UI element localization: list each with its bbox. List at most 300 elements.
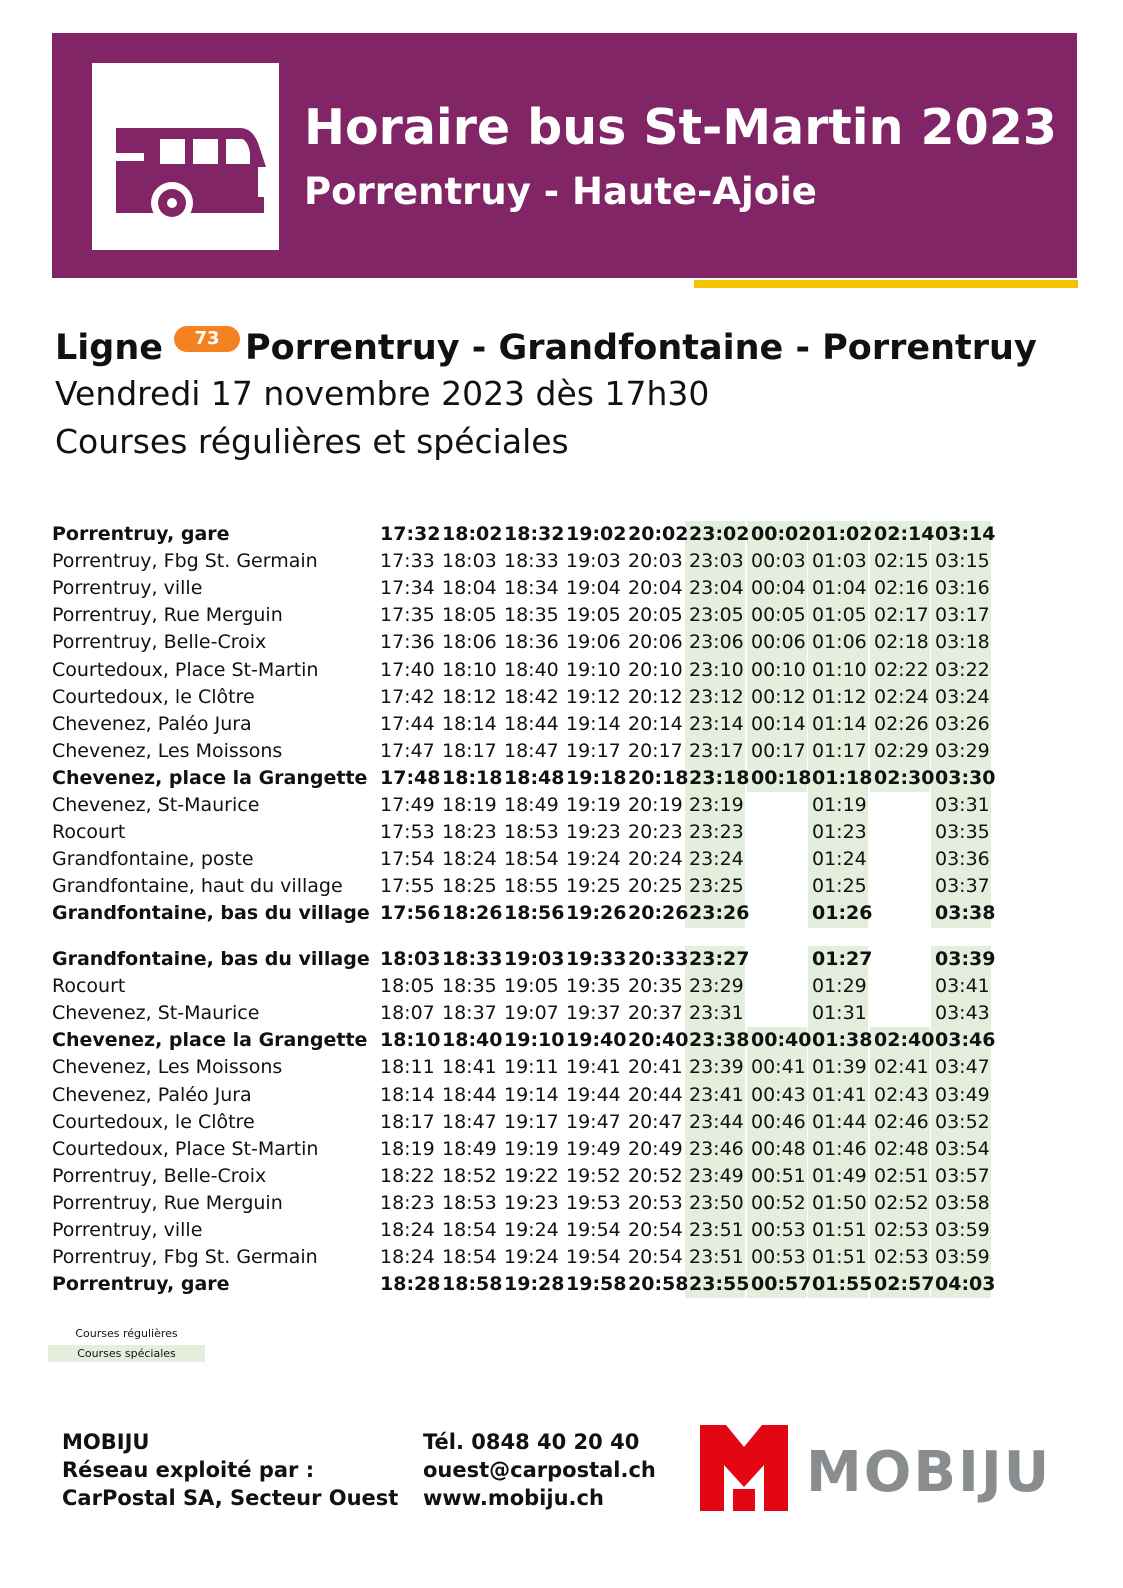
- departure-time: 20:54: [628, 1246, 683, 1269]
- departure-time: 18:23: [380, 1191, 435, 1214]
- departure-time: 18:14: [380, 1083, 435, 1106]
- departure-time: 23:31: [689, 1002, 744, 1025]
- departure-time: 01:51: [812, 1246, 867, 1269]
- stop-name: Porrentruy, Rue Merguin: [52, 1191, 283, 1214]
- departure-time: 03:57: [935, 1164, 990, 1187]
- departure-time: 18:28: [380, 1273, 441, 1296]
- departure-time: 18:05: [442, 604, 497, 627]
- departure-time: 03:17: [935, 604, 990, 627]
- departure-time: 23:04: [689, 577, 744, 600]
- departure-time: 23:12: [689, 685, 744, 708]
- departure-time: 18:48: [504, 766, 565, 789]
- departure-time: 03:29: [935, 739, 990, 762]
- stop-name: Chevenez, place la Grangette: [52, 1029, 368, 1052]
- departure-time: 20:05: [628, 604, 683, 627]
- departure-time: 03:16: [935, 577, 990, 600]
- timetable-row: [0, 792, 1123, 819]
- departure-time: 03:30: [935, 766, 996, 789]
- departure-time: 20:33: [628, 948, 689, 970]
- departure-time: 03:22: [935, 658, 990, 681]
- timetable-row: [0, 873, 1123, 900]
- timetable-row: [0, 1163, 1123, 1190]
- departure-time: 19:40: [566, 1029, 627, 1052]
- departure-time: 23:51: [689, 1246, 744, 1269]
- line-number-badge: 73: [174, 326, 240, 352]
- departure-time: 17:56: [380, 902, 441, 925]
- departure-time: 17:42: [380, 685, 435, 708]
- departure-time: 03:46: [935, 1029, 996, 1052]
- departure-time: 03:49: [935, 1083, 990, 1106]
- departure-time: 18:42: [504, 685, 559, 708]
- footer-operated-by: Réseau exploité par :: [62, 1458, 315, 1482]
- departure-time: 02:53: [874, 1246, 929, 1269]
- departure-time: 23:05: [689, 604, 744, 627]
- timetable-row: [0, 1054, 1123, 1081]
- timetable-row: [0, 1217, 1123, 1244]
- departure-time: 00:10: [751, 658, 806, 681]
- departure-time: 02:43: [874, 1083, 929, 1106]
- departure-time: 00:02: [751, 523, 812, 545]
- departure-time: 20:35: [628, 975, 683, 998]
- departure-time: 23:03: [689, 550, 744, 573]
- departure-time: 18:55: [504, 875, 559, 898]
- timetable-row: [0, 900, 1123, 927]
- departure-time: 17:33: [380, 550, 435, 573]
- departure-time: 18:35: [442, 975, 497, 998]
- departure-time: 18:44: [504, 712, 559, 735]
- departure-time: 19:26: [566, 902, 627, 925]
- departure-time: 01:12: [812, 685, 867, 708]
- departure-time: 18:07: [380, 1002, 435, 1025]
- departure-time: 03:58: [935, 1191, 990, 1214]
- timetable-row: [0, 1109, 1123, 1136]
- departure-time: 01:14: [812, 712, 867, 735]
- departure-time: 01:10: [812, 658, 867, 681]
- departure-time: 23:39: [689, 1056, 744, 1079]
- mobiju-logo-text: MOBIJU: [806, 1440, 1052, 1505]
- departure-time: 18:53: [442, 1191, 497, 1214]
- departure-time: 19:54: [566, 1246, 621, 1269]
- departure-time: 03:41: [935, 975, 990, 998]
- departure-time: 18:17: [442, 739, 497, 762]
- departure-time: 19:33: [566, 948, 627, 970]
- departure-time: 18:05: [380, 975, 435, 998]
- departure-time: 01:19: [812, 794, 867, 816]
- departure-time: 19:58: [566, 1273, 627, 1296]
- departure-time: 18:06: [442, 631, 497, 654]
- departure-time: 03:24: [935, 685, 990, 708]
- departure-time: 20:18: [628, 766, 689, 789]
- page-title: Horaire bus St-Martin 2023: [304, 99, 1057, 156]
- departure-time: 01:18: [812, 766, 873, 789]
- departure-time: 23:41: [689, 1083, 744, 1106]
- footer-phone: Tél. 0848 40 20 40: [423, 1430, 640, 1454]
- departure-time: 02:24: [874, 685, 929, 708]
- departure-time: 18:18: [442, 766, 503, 789]
- departure-time: 18:58: [442, 1273, 503, 1296]
- departure-time: 18:32: [504, 523, 565, 545]
- footer-company: MOBIJU: [62, 1430, 150, 1454]
- departure-time: 18:40: [442, 1029, 503, 1052]
- departure-time: 19:49: [566, 1137, 621, 1160]
- departure-time: 03:59: [935, 1246, 990, 1269]
- departure-time: 00:51: [751, 1164, 806, 1187]
- departure-time: 00:03: [751, 550, 806, 573]
- departure-time: 20:25: [628, 875, 683, 898]
- departure-time: 20:23: [628, 821, 683, 844]
- departure-time: 01:41: [812, 1083, 867, 1106]
- footer-email[interactable]: ouest@carpostal.ch: [423, 1458, 656, 1482]
- departure-time: 18:40: [504, 658, 559, 681]
- departure-time: 18:24: [380, 1246, 435, 1269]
- departure-time: 17:35: [380, 604, 435, 627]
- departure-time: 19:07: [504, 1002, 559, 1025]
- departure-time: 20:49: [628, 1137, 683, 1160]
- departure-time: 18:37: [442, 1002, 497, 1025]
- stop-name: Rocourt: [52, 975, 126, 998]
- departure-time: 18:17: [380, 1110, 435, 1133]
- departure-time: 03:15: [935, 550, 990, 573]
- departure-time: 17:32: [380, 523, 441, 545]
- departure-time: 23:38: [689, 1029, 750, 1052]
- departure-time: 18:49: [442, 1137, 497, 1160]
- departure-time: 17:40: [380, 658, 435, 681]
- departure-time: 18:52: [442, 1164, 497, 1187]
- footer-website[interactable]: www.mobiju.ch: [423, 1486, 604, 1510]
- departure-time: 01:27: [812, 948, 873, 970]
- departure-time: 00:05: [751, 604, 806, 627]
- departure-time: 19:06: [566, 631, 621, 654]
- stop-name: Porrentruy, Rue Merguin: [52, 604, 283, 627]
- departure-time: 17:48: [380, 766, 441, 789]
- timetable-row: [0, 602, 1123, 629]
- departure-time: 23:50: [689, 1191, 744, 1214]
- departure-time: 18:10: [442, 658, 497, 681]
- bus-icon-box: [92, 63, 279, 250]
- departure-time: 18:22: [380, 1164, 435, 1187]
- departure-time: 20:47: [628, 1110, 683, 1133]
- timetable-row: [0, 738, 1123, 765]
- departure-time: 19:22: [504, 1164, 559, 1187]
- stop-name: Porrentruy, Belle-Croix: [52, 631, 267, 654]
- departure-time: 19:10: [566, 658, 621, 681]
- departure-time: 03:52: [935, 1110, 990, 1133]
- departure-time: 18:54: [504, 848, 559, 871]
- departure-time: 19:12: [566, 685, 621, 708]
- departure-time: 00:17: [751, 739, 806, 762]
- stop-name: Porrentruy, Belle-Croix: [52, 1164, 267, 1187]
- departure-time: 03:37: [935, 875, 990, 898]
- departure-time: 01:51: [812, 1219, 867, 1241]
- departure-time: 18:36: [504, 631, 559, 654]
- departure-time: 19:17: [504, 1110, 559, 1133]
- departure-time: 19:14: [566, 712, 621, 735]
- departure-time: 02:29: [874, 739, 929, 762]
- timetable-row: [0, 846, 1123, 873]
- departure-time: 02:16: [874, 577, 929, 600]
- departure-time: 18:03: [442, 550, 497, 573]
- departure-time: 18:24: [442, 848, 497, 871]
- departure-time: 18:03: [380, 948, 441, 970]
- stop-name: Chevenez, Paléo Jura: [52, 712, 252, 735]
- departure-time: 20:12: [628, 685, 683, 708]
- departure-time: 18:34: [504, 577, 559, 600]
- departure-time: 20:58: [628, 1273, 689, 1296]
- departure-time: 20:14: [628, 712, 683, 735]
- departure-time: 19:17: [566, 739, 621, 762]
- footer-operator: CarPostal SA, Secteur Ouest: [62, 1486, 399, 1510]
- stop-name: Courtedoux, le Clôtre: [52, 685, 255, 708]
- departure-time: 17:44: [380, 712, 435, 735]
- departure-time: 18:11: [380, 1056, 435, 1079]
- legend-regular: Courses régulières: [75, 1327, 178, 1340]
- departure-time: 17:47: [380, 739, 435, 762]
- departure-time: 19:24: [504, 1219, 559, 1241]
- departure-time: 19:53: [566, 1191, 621, 1214]
- header-banner: [52, 33, 1077, 278]
- departure-time: 20:40: [628, 1029, 689, 1052]
- departure-time: 03:18: [935, 631, 990, 654]
- departure-time: 02:18: [874, 631, 929, 654]
- stop-name: Courtedoux, le Clôtre: [52, 1110, 255, 1133]
- departure-time: 19:23: [566, 821, 621, 844]
- departure-time: 23:25: [689, 875, 744, 898]
- departure-time: 01:17: [812, 739, 867, 762]
- departure-time: 18:19: [442, 794, 497, 816]
- stop-name: Rocourt: [52, 821, 126, 844]
- departure-time: 01:02: [812, 523, 873, 545]
- departure-time: 00:18: [751, 766, 812, 789]
- departure-time: 20:26: [628, 902, 689, 925]
- departure-time: 02:40: [874, 1029, 935, 1052]
- departure-time: 01:03: [812, 550, 867, 573]
- legend-special: Courses spéciales: [48, 1345, 205, 1362]
- departure-time: 20:19: [628, 794, 683, 816]
- departure-time: 19:04: [566, 577, 621, 600]
- departure-time: 01:38: [812, 1029, 873, 1052]
- stop-name: Grandfontaine, haut du village: [52, 875, 343, 898]
- timetable-row: [0, 1271, 1123, 1298]
- departure-time: 18:54: [442, 1219, 497, 1241]
- departure-time: 23:19: [689, 794, 744, 816]
- departure-time: 23:14: [689, 712, 744, 735]
- departure-time: 20:06: [628, 631, 683, 654]
- departure-time: 01:55: [812, 1273, 873, 1296]
- timetable-row: [0, 1244, 1123, 1271]
- departure-time: 23:10: [689, 658, 744, 681]
- departure-time: 01:31: [812, 1002, 867, 1025]
- departure-time: 02:17: [874, 604, 929, 627]
- departure-time: 03:54: [935, 1137, 990, 1160]
- timetable-row: [0, 1027, 1123, 1054]
- departure-time: 23:44: [689, 1110, 744, 1133]
- departure-time: 01:06: [812, 631, 867, 654]
- timetable-row: [0, 819, 1123, 846]
- mobiju-logo-icon: [700, 1425, 788, 1511]
- departure-time: 23:29: [689, 975, 744, 998]
- departure-time: 20:17: [628, 739, 683, 762]
- departure-time: 18:33: [442, 948, 503, 970]
- stop-name: Chevenez, place la Grangette: [52, 766, 368, 789]
- departure-time: 19:05: [504, 975, 559, 998]
- departure-time: 01:44: [812, 1110, 867, 1133]
- timetable-row: [0, 973, 1123, 1000]
- departure-time: 03:26: [935, 712, 990, 735]
- departure-time: 00:43: [751, 1083, 806, 1106]
- departure-time: 18:33: [504, 550, 559, 573]
- departure-time: 00:53: [751, 1219, 806, 1241]
- departure-time: 18:54: [442, 1246, 497, 1269]
- departure-time: 19:25: [566, 875, 621, 898]
- departure-time: 18:02: [442, 523, 503, 545]
- departure-time: 19:19: [504, 1137, 559, 1160]
- departure-time: 01:29: [812, 975, 867, 998]
- service-date: Vendredi 17 novembre 2023 dès 17h30: [55, 374, 710, 413]
- departure-time: 18:47: [504, 739, 559, 762]
- departure-time: 00:40: [751, 1029, 812, 1052]
- departure-time: 20:04: [628, 577, 683, 600]
- stop-name: Chevenez, Les Moissons: [52, 1056, 283, 1079]
- departure-time: 01:50: [812, 1191, 867, 1214]
- departure-time: 19:11: [504, 1056, 559, 1079]
- departure-time: 17:54: [380, 848, 435, 871]
- departure-time: 19:54: [566, 1219, 621, 1241]
- departure-time: 00:57: [751, 1273, 812, 1296]
- departure-time: 02:26: [874, 712, 929, 735]
- timetable-row: [0, 521, 1123, 548]
- page-subtitle: Porrentruy - Haute-Ajoie: [304, 170, 817, 213]
- stop-name: Porrentruy, Fbg St. Germain: [52, 1246, 318, 1269]
- departure-time: 20:54: [628, 1219, 683, 1241]
- departure-time: 17:53: [380, 821, 435, 844]
- stop-name: Courtedoux, Place St-Martin: [52, 1137, 319, 1160]
- departure-time: 23:46: [689, 1137, 744, 1160]
- departure-time: 02:41: [874, 1056, 929, 1079]
- timetable-row: [0, 684, 1123, 711]
- timetable-row: [0, 1082, 1123, 1109]
- departure-time: 19:02: [566, 523, 627, 545]
- departure-time: 18:24: [380, 1219, 435, 1241]
- line-label: Ligne: [55, 328, 164, 368]
- stop-name: Chevenez, St-Maurice: [52, 794, 260, 816]
- departure-time: 19:24: [504, 1246, 559, 1269]
- stop-name: Courtedoux, Place St-Martin: [52, 658, 319, 681]
- departure-time: 20:41: [628, 1056, 683, 1079]
- departure-time: 01:25: [812, 875, 867, 898]
- departure-time: 20:24: [628, 848, 683, 871]
- departure-time: 23:51: [689, 1219, 744, 1241]
- timetable-row: [0, 1000, 1123, 1027]
- line-route: Porrentruy - Grandfontaine - Porrentruy: [245, 328, 1037, 368]
- departure-time: 19:37: [566, 1002, 621, 1025]
- departure-time: 18:19: [380, 1137, 435, 1160]
- departure-time: 19:23: [504, 1191, 559, 1214]
- departure-time: 03:39: [935, 948, 996, 970]
- departure-time: 20:52: [628, 1164, 683, 1187]
- departure-time: 03:43: [935, 1002, 990, 1025]
- departure-time: 18:56: [504, 902, 565, 925]
- departure-time: 01:46: [812, 1137, 867, 1160]
- departure-time: 02:22: [874, 658, 929, 681]
- departure-time: 00:46: [751, 1110, 806, 1133]
- timetable-row: [0, 946, 1123, 973]
- stop-name: Chevenez, Paléo Jura: [52, 1083, 252, 1106]
- service-type: Courses régulières et spéciales: [55, 422, 569, 461]
- departure-time: 17:55: [380, 875, 435, 898]
- departure-time: 01:39: [812, 1056, 867, 1079]
- departure-time: 00:48: [751, 1137, 806, 1160]
- departure-time: 02:52: [874, 1191, 929, 1214]
- departure-time: 23:24: [689, 848, 744, 871]
- departure-time: 19:10: [504, 1029, 565, 1052]
- stop-name: Grandfontaine, poste: [52, 848, 254, 871]
- departure-time: 00:06: [751, 631, 806, 654]
- stop-name: Porrentruy, gare: [52, 1273, 230, 1296]
- stop-name: Chevenez, Les Moissons: [52, 739, 283, 762]
- departure-time: 03:38: [935, 902, 996, 925]
- departure-time: 19:28: [504, 1273, 565, 1296]
- departure-time: 20:10: [628, 658, 683, 681]
- departure-time: 01:49: [812, 1164, 867, 1187]
- departure-time: 23:26: [689, 902, 750, 925]
- departure-time: 01:23: [812, 821, 867, 844]
- departure-time: 18:35: [504, 604, 559, 627]
- timetable-row: [0, 575, 1123, 602]
- timetable-row: [0, 657, 1123, 684]
- timetable-row: [0, 765, 1123, 792]
- departure-time: 23:17: [689, 739, 744, 762]
- departure-time: 00:04: [751, 577, 806, 600]
- departure-time: 18:44: [442, 1083, 497, 1106]
- departure-time: 20:03: [628, 550, 683, 573]
- departure-time: 23:49: [689, 1164, 744, 1187]
- departure-time: 23:02: [689, 523, 750, 545]
- departure-time: 01:04: [812, 577, 867, 600]
- departure-time: 18:47: [442, 1110, 497, 1133]
- departure-time: 18:14: [442, 712, 497, 735]
- departure-time: 18:41: [442, 1056, 497, 1079]
- stop-name: Grandfontaine, bas du village: [52, 948, 370, 970]
- stop-name: Porrentruy, gare: [52, 523, 230, 545]
- departure-time: 04:03: [935, 1273, 996, 1296]
- stop-name: Grandfontaine, bas du village: [52, 902, 370, 925]
- departure-time: 02:57: [874, 1273, 935, 1296]
- departure-time: 19:03: [504, 948, 565, 970]
- stop-name: Porrentruy, ville: [52, 1219, 203, 1241]
- departure-time: 23:06: [689, 631, 744, 654]
- departure-time: 02:48: [874, 1137, 929, 1160]
- departure-time: 18:23: [442, 821, 497, 844]
- departure-time: 02:15: [874, 550, 929, 573]
- departure-time: 00:41: [751, 1056, 806, 1079]
- departure-time: 03:36: [935, 848, 990, 871]
- departure-time: 18:04: [442, 577, 497, 600]
- departure-time: 19:03: [566, 550, 621, 573]
- departure-time: 00:14: [751, 712, 806, 735]
- timetable-row: [0, 548, 1123, 575]
- stop-name: Porrentruy, ville: [52, 577, 203, 600]
- departure-time: 01:26: [812, 902, 873, 925]
- timetable-row: [0, 629, 1123, 656]
- departure-time: 19:18: [566, 766, 627, 789]
- departure-time: 19:19: [566, 794, 621, 816]
- departure-time: 19:44: [566, 1083, 621, 1106]
- departure-time: 03:31: [935, 794, 990, 816]
- departure-time: 23:18: [689, 766, 750, 789]
- departure-time: 03:14: [935, 523, 996, 545]
- departure-time: 23:23: [689, 821, 744, 844]
- departure-time: 03:47: [935, 1056, 990, 1079]
